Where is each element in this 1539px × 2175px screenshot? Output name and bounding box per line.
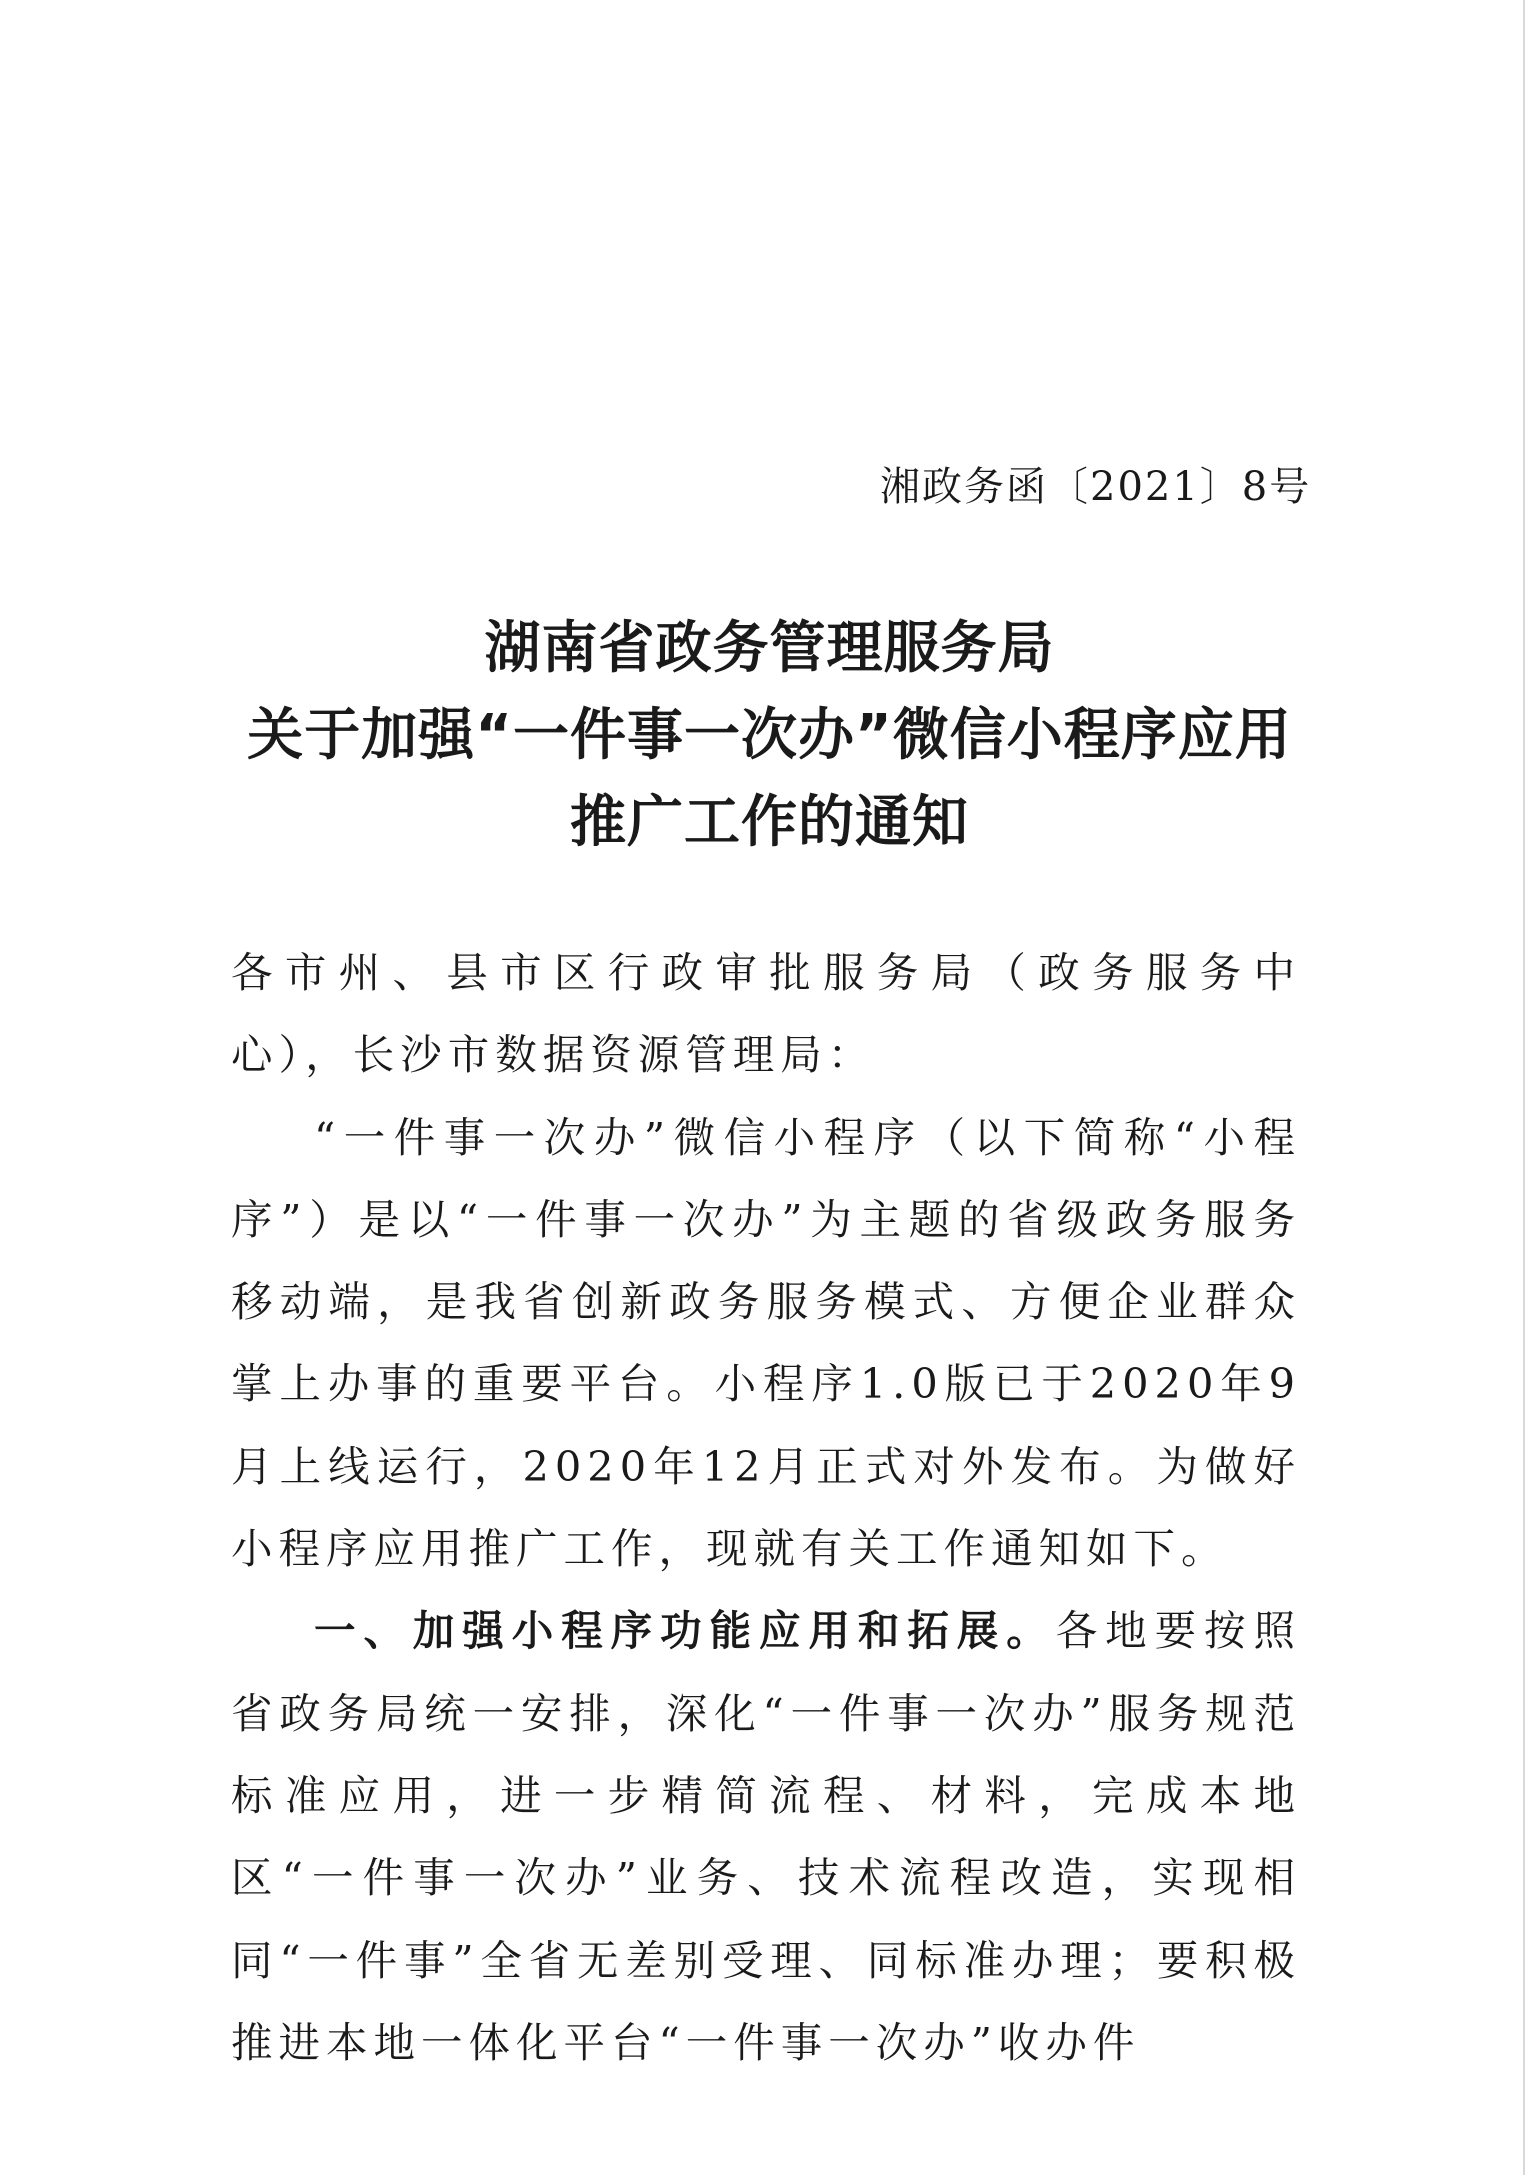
document-body (231, 932, 1301, 2084)
paragraph-intro: “一件事一次办”微信小程序（以下简称“小程序”）是以“一件事一次办”为主题的省级政务服务移动端，是我省创新政务服务模式、方便企业群众掌上办事的重要平台。小程序1.0版已于2020年9月上线运行，2020年12月正式对外发布。为做好小程序应用推广工作，现就有关工作通知如下。 (231, 1112, 1301, 1574)
paragraph-section-1 (231, 1590, 1301, 2084)
title-line-2: 关于加强“一件事一次办”微信小程序应用 (247, 703, 1292, 768)
document-number: 湘政务函〔2021〕8号 (880, 464, 1312, 510)
salutation: 各市州、县市区行政审批服务局（政务服务中心），长沙市数据资源管理局： (231, 948, 1301, 1080)
title-line-3: 推广工作的通知 (570, 790, 969, 855)
section-1-text: 各地要按照省政务局统一安排，深化“一件事一次办”服务规范标准应用，进一步精简流程、材料，完成本地区“一件事一次办”业务、技术流程改造，实现相同“一件事”全省无差别受理、同标准办理；要积极推进本地一体化平台“一件事一次办”收办件 (231, 1606, 1301, 2067)
document-title (0, 605, 1539, 866)
section-1-heading: 一、加强小程序功能应用和拓展。 (314, 1606, 1056, 1656)
title-line-1: 湖南省政务管理服务局 (484, 616, 1055, 681)
page-edge-line (1523, 0, 1525, 2175)
